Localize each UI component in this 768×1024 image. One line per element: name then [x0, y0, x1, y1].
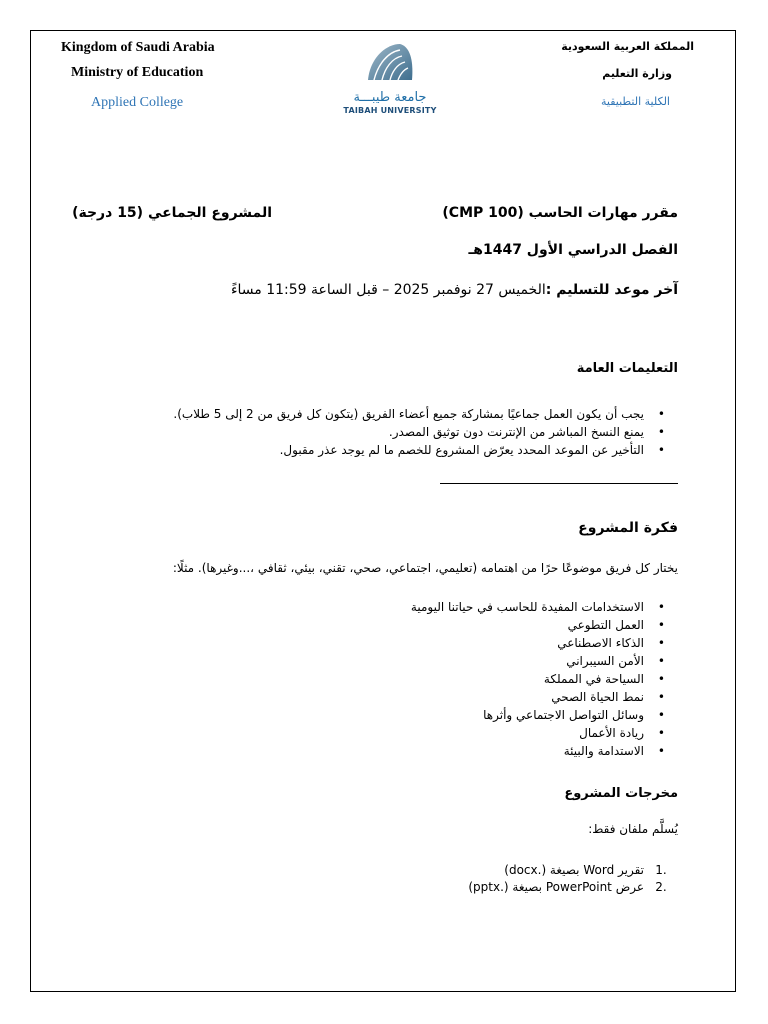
deadline-value: الخميس 27 نوفمبر 2025 – قبل الساعة 11:59 مساءً [230, 282, 546, 298]
header-college-en: Applied College [91, 95, 184, 110]
semester: الفصل الدراسي الأول 1447هـ [468, 242, 678, 258]
file-item-text: تقرير Word بصيغة (.docx) [504, 863, 644, 877]
instructions-heading: التعليمات العامة [576, 361, 678, 376]
logo-arabic-text: جامعة طيبـــة [353, 90, 427, 105]
list-number: .2 [655, 880, 667, 894]
deadline [231, 282, 678, 298]
logo-english-text: TAIBAH UNIVERSITY [343, 106, 437, 115]
list-number: .1 [655, 863, 667, 877]
idea-heading: فكرة المشروع [578, 520, 678, 536]
list-item: • يجب أن يكون العمل جماعيًا بمشاركة جميع أعضاء الفريق (يتكون كل فريق من 2 إلى 5 طلاب). [173, 405, 678, 423]
list-item: • نمط الحياة الصحي [411, 688, 678, 706]
list-item: • التأخير عن الموعد المحدد يعرّض المشروع للخصم ما لم يوجد عذر مقبول. [173, 441, 678, 459]
page-border [30, 30, 736, 992]
idea-intro: يختار كل فريق موضوعًا حرًا من اهتمامه (تعليمي، اجتماعي، صحي، تقني، بيئي، ثقافي ،...وغيرها). مثلًا: [172, 561, 678, 575]
topics-list [411, 598, 678, 760]
list-item: • الاستدامة والبيئة [411, 742, 678, 760]
file-item-text: عرض PowerPoint بصيغة (.pptx) [468, 880, 644, 894]
list-item: • ريادة الأعمال [411, 724, 678, 742]
outputs-intro: يُسلَّم ملفان فقط: [588, 822, 678, 836]
list-item: • الذكاء الاصطناعي [411, 634, 678, 652]
list-item: • العمل التطوعي [411, 616, 678, 634]
header-country-en: Kingdom of Saudi Arabia [61, 40, 215, 55]
outputs-heading: مخرجات المشروع [564, 786, 678, 801]
list-item: • السياحة في المملكة [411, 670, 678, 688]
list-item [468, 879, 678, 896]
deadline-label: آخر موعد للتسليم : [545, 282, 678, 298]
list-item [468, 862, 678, 879]
list-item: • وسائل التواصل الاجتماعي وأثرها [411, 706, 678, 724]
outputs-list [468, 862, 678, 896]
course-title: مقرر مهارات الحاسب (CMP 100) [442, 205, 678, 221]
section-divider [440, 483, 678, 484]
logo-emblem-icon [360, 40, 420, 84]
project-grade: المشروع الجماعي (15 درجة) [72, 205, 272, 221]
header-country-ar: المملكة العربية السعودية [561, 40, 694, 53]
instructions-list [173, 405, 678, 459]
header-ministry-ar: وزارة التعليم [602, 67, 672, 80]
list-item: • يمنع النسخ المباشر من الإنترنت دون توثيق المصدر. [173, 423, 678, 441]
university-logo [340, 40, 440, 118]
list-item: • الأمن السيبراني [411, 652, 678, 670]
list-item: • الاستخدامات المفيدة للحاسب في حياتنا اليومية [411, 598, 678, 616]
header-ministry-en: Ministry of Education [71, 65, 204, 80]
header-college-ar: الكلية التطبيقية [600, 95, 670, 108]
